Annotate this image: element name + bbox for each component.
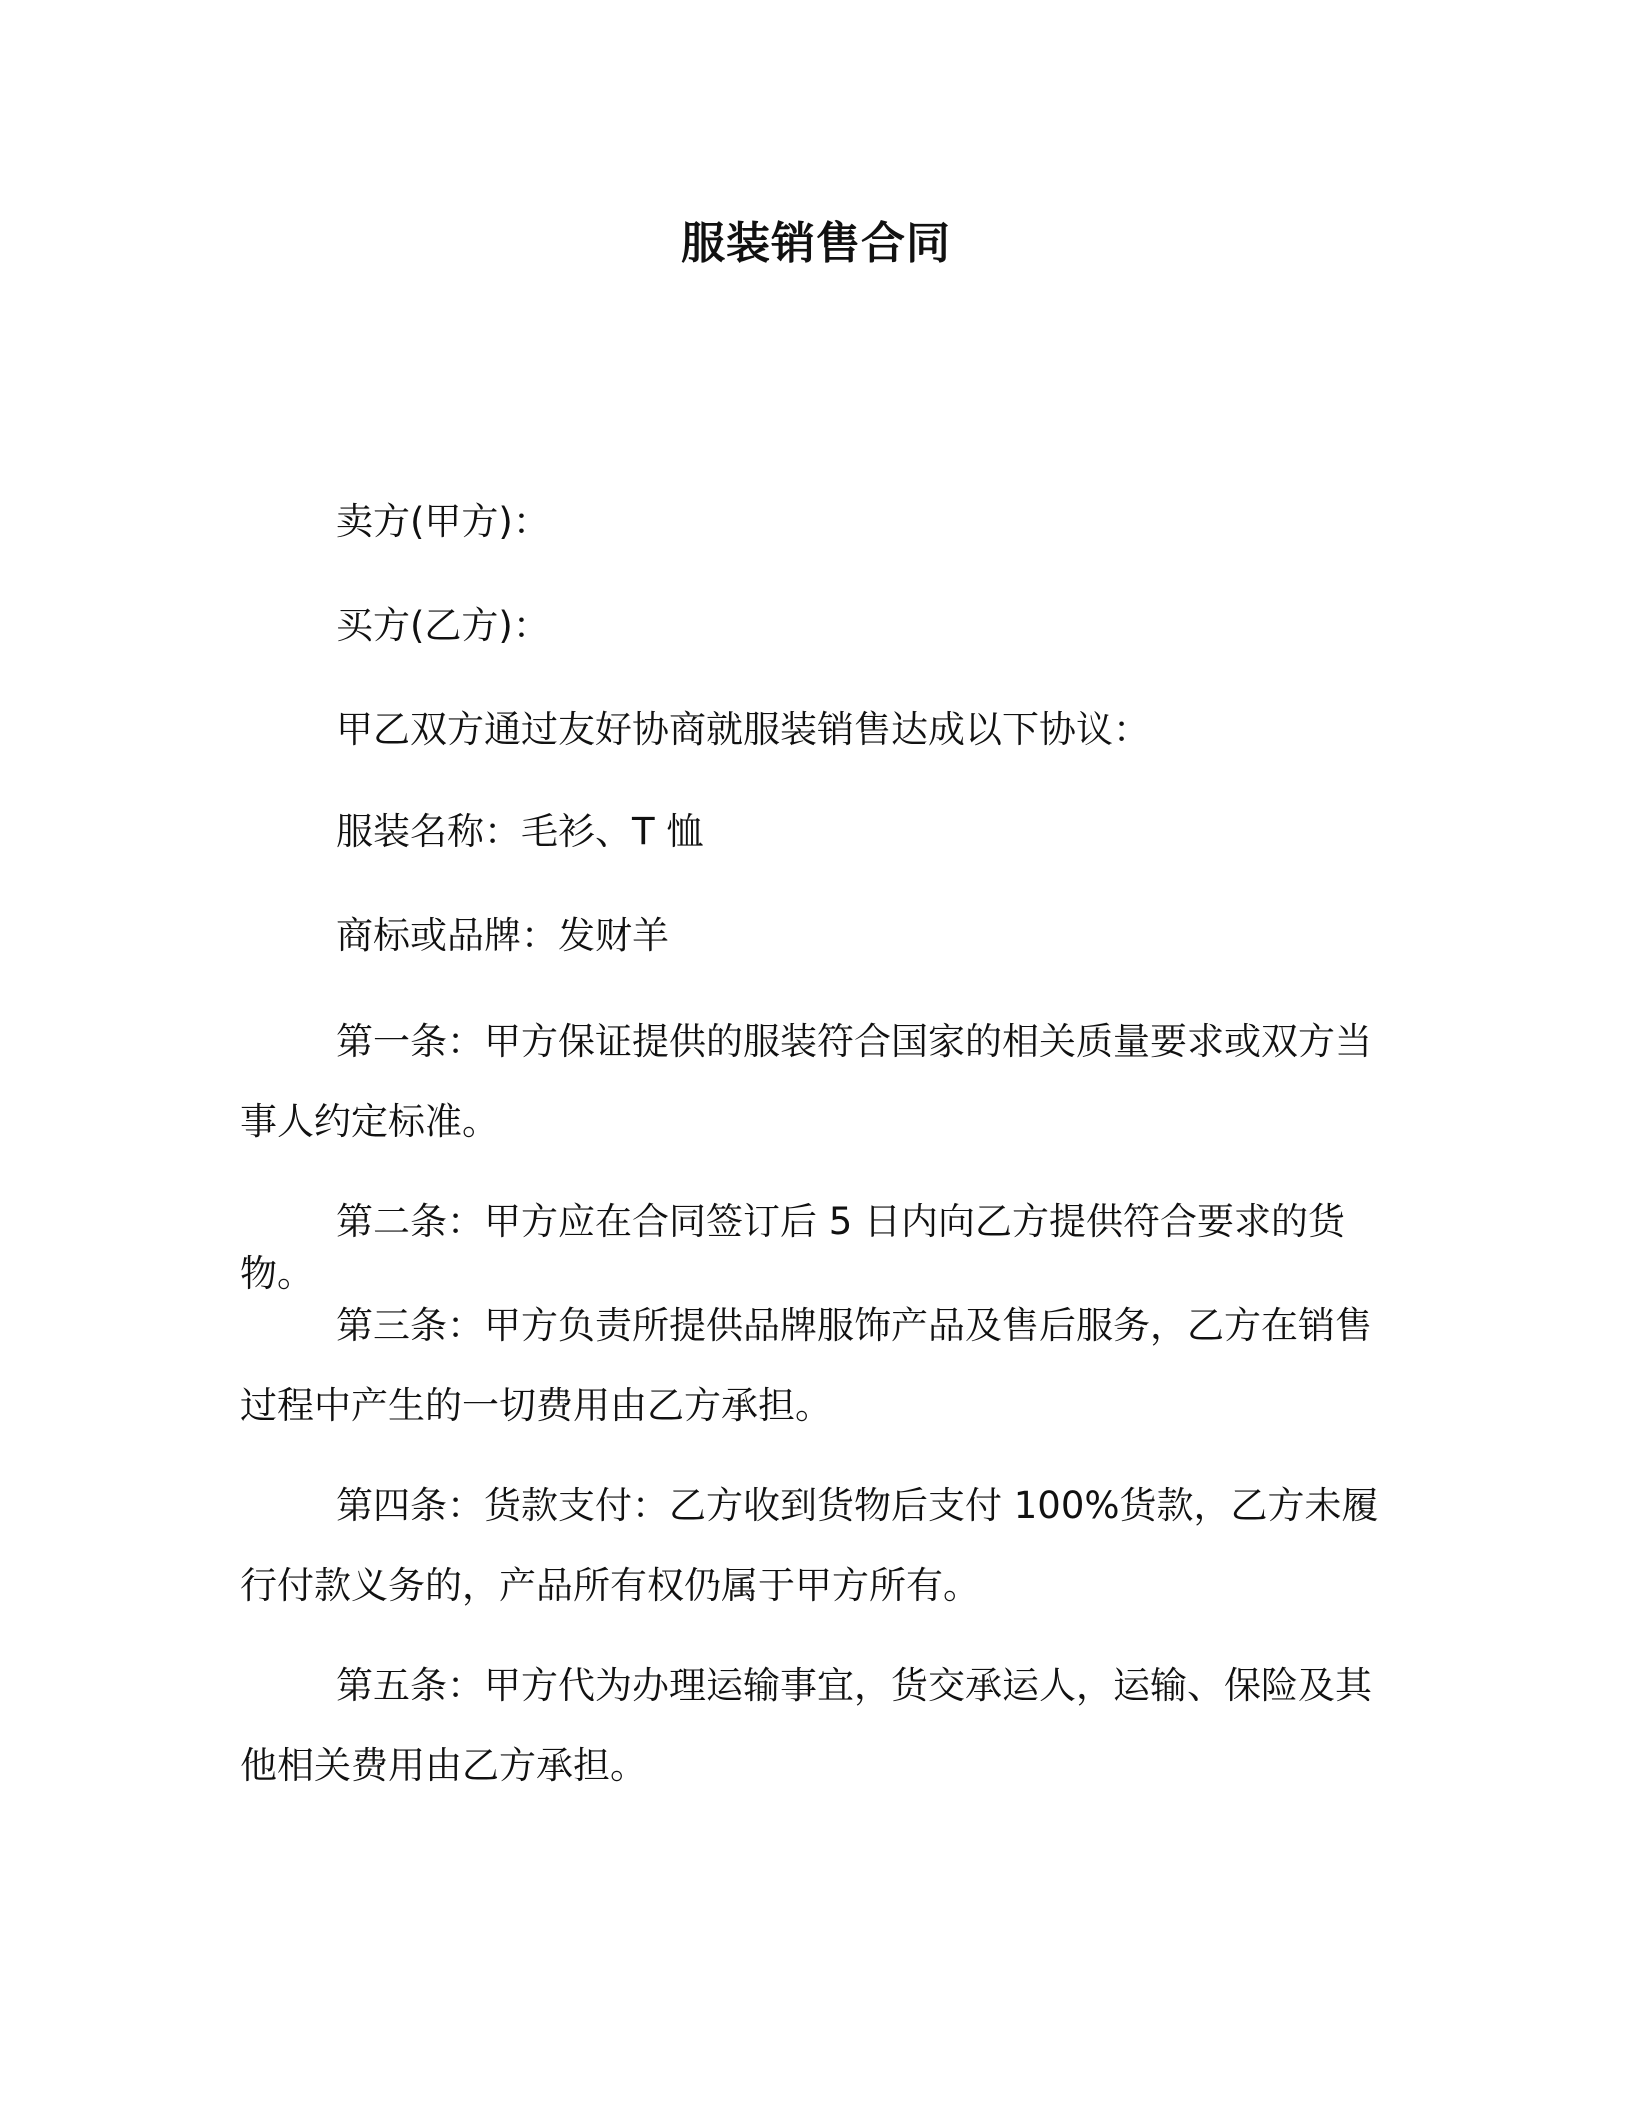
article-2-line-1: 第二条：甲方应在合同签订后 5 日内向乙方提供符合要求的货物。 bbox=[240, 1200, 1346, 1295]
article-2 bbox=[240, 1196, 1390, 1300]
article-5-line-1: 第五条：甲方代为办理运输事宜，货交承运人，运输、保险及其 bbox=[336, 1664, 1372, 1707]
article-4-line-1: 第四条：货款支付：乙方收到货物后支付 100%货款，乙方未履 bbox=[336, 1484, 1379, 1527]
article-4 bbox=[240, 1480, 1390, 1612]
buyer-label: 买方(乙方)： bbox=[336, 604, 550, 647]
brand-line: 商标或品牌：发财羊 bbox=[336, 914, 669, 957]
article-3 bbox=[240, 1300, 1390, 1432]
clothing-name: 服装名称：毛衫、T 恤 bbox=[336, 810, 704, 853]
article-1-line-2: 事人约定标准。 bbox=[240, 1100, 499, 1143]
article-4-line-2: 行付款义务的，产品所有权仍属于甲方所有。 bbox=[240, 1564, 980, 1607]
article-3-line-2: 过程中产生的一切费用由乙方承担。 bbox=[240, 1384, 832, 1427]
article-1-line-1: 第一条：甲方保证提供的服装符合国家的相关质量要求或双方当 bbox=[336, 1020, 1372, 1063]
seller-label: 卖方(甲方)： bbox=[336, 500, 550, 543]
document-title: 服装销售合同 bbox=[681, 218, 951, 269]
article-5 bbox=[240, 1660, 1390, 1792]
intro-paragraph: 甲乙双方通过友好协商就服装销售达成以下协议： bbox=[336, 708, 1150, 751]
article-1 bbox=[240, 1016, 1390, 1148]
article-5-line-2: 他相关费用由乙方承担。 bbox=[240, 1744, 647, 1787]
article-3-line-1: 第三条：甲方负责所提供品牌服饰产品及售后服务，乙方在销售 bbox=[336, 1304, 1372, 1347]
